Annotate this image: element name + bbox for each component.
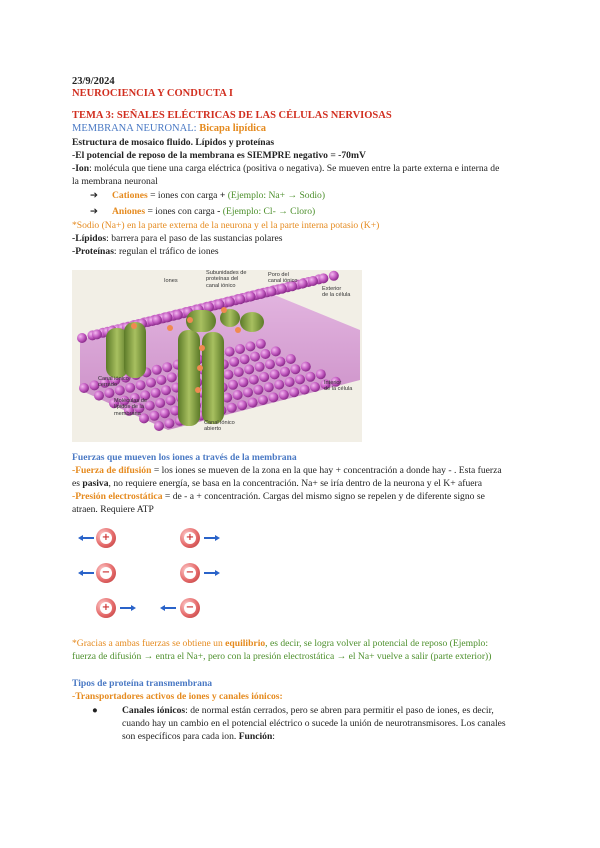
lipid-head [164,418,174,428]
lipid-head [316,369,326,379]
canales-text: : de normal están cerrados, pero se abren para permitir el paso de iones, es decir, [185,705,494,716]
lipid-head [234,367,244,377]
cationes-label: Cationes [112,190,148,201]
cationes-sign: + [219,190,226,201]
transportadores-line: -Transportadores activos de iones y canales iónicos: [72,691,283,702]
lipid-head [270,369,280,379]
list-bullet-icon: ● [92,705,98,716]
lipid-head [305,372,315,382]
fuerzas-heading: Fuerzas que mueven los iones a través de la membrana [72,452,297,463]
tema-title: TEMA 3: SEÑALES ELÉCTRICAS DE LAS CÉLULAS NERVIOSAS [72,110,392,121]
cationes-text: = iones con carga [147,190,220,201]
lipid-head [256,289,266,299]
lipidos-text: : barrera para el paso de las sustancias polares [106,233,283,244]
proteinas-text: : regulan el tráfico de iones [113,246,219,257]
lipid-head [152,365,162,375]
equilibrio-c: , es decir, se logra volver al potencial de reposo (Ejemplo: [265,638,489,649]
cationes-item [90,190,325,202]
lipidos-line [72,233,282,245]
canales-line1 [122,705,494,717]
lipid-head [162,312,172,322]
lipid-head [228,380,238,390]
difusion-pasiva: pasiva [82,478,109,489]
lipid-head [277,284,287,294]
ion-force-diagram [72,528,232,624]
lipid-head [136,380,146,390]
proteinas-lead: -Proteínas [72,246,114,257]
ion-lead: -Ion [72,163,90,174]
membrane-figure [72,270,362,442]
lipid-head [233,390,243,400]
lipid-head [286,354,296,364]
lipid-head [253,385,263,395]
lipid-head [235,344,245,354]
anion-ion: − [180,563,200,583]
equilibrio-a: *Gracias a ambas fuerzas se obtiene un [72,638,226,649]
aniones-text: = iones con carga [145,206,218,217]
lipid-head [300,385,310,395]
lipid-head [161,385,171,395]
lipid-head [167,372,177,382]
estructura-lead: Estructura de mosaico fluido [72,137,191,148]
membrana-label: MEMBRANA NEURONAL: [72,123,200,134]
aniones-item [90,206,315,218]
lipid-head [265,359,275,369]
tipos-heading: Tipos de proteína transmembrana [72,678,213,689]
lipid-head [295,374,305,384]
lipid-head [154,421,164,431]
lipid-head [237,400,247,410]
cation-ion: + [180,528,200,548]
lipid-head [243,387,253,397]
aniones-example: (Ejemplo: Cl- → Cloro) [220,206,316,217]
equilibrio-line1 [72,638,488,650]
canales-funcion: Función [238,731,273,742]
lipid-head [256,339,266,349]
figure-label-interior: Interior de la célula [324,380,353,393]
lipid-head [259,372,269,382]
lipid-head [77,333,87,343]
lipid-head [155,398,165,408]
canales-line3 [122,731,275,743]
difusion-lead: -Fuerza de difusión [72,465,152,476]
arrow-right-icon [120,605,136,611]
lipid-head [255,362,265,372]
proteinas-line [72,246,219,258]
lipid-head [308,276,318,286]
lipid-head [298,279,308,289]
course-title: NEUROCIENCIA Y CONDUCTA I [72,88,233,99]
arrow-right-icon [204,535,220,541]
aniones-label: Aniones [112,206,146,217]
lipid-head [250,352,260,362]
note-sodio: *Sodio (Na+) en la parte externa de la neurona y el la parte interna potasio (K+) [72,220,380,231]
membrana-heading [72,123,266,135]
lipid-head [223,370,233,380]
ion-def-text: : molécula que tiene una carga eléctrica (positiva o negativa). Se mueven entre la parte externa e interna de [89,163,500,174]
lipid-head [79,383,89,393]
lipid-head [227,403,237,413]
lipid-head [289,387,299,397]
presion-line1 [72,491,485,503]
lipid-head [146,378,156,388]
difusion-text-c: , no requiere energía, se basa en la concentración. Na+ se iría dentro de la neurona y el K+ afuera [108,478,482,489]
figure-label-subunidades: Subunidades de proteínas del canal iónico [206,270,247,289]
lipid-head [104,388,114,398]
arrow-right-icon [204,570,220,576]
lipid-head [245,341,255,351]
lipid-head [225,297,235,307]
lipid-head [92,329,102,339]
cationes-example: (Ejemplo: Na+ → Sodio) [225,190,326,201]
bicapa-label: Bicapa lipídica [199,123,266,134]
arrow-left-icon [78,535,94,541]
lipid-head [173,310,183,320]
lipid-head [235,294,245,304]
lipid-head [156,375,166,385]
lipid-head [285,377,295,387]
aniones-sign: - [217,206,221,217]
figure-label-canal-abierto: Canal iónico abierto [204,420,235,433]
cation-ion: + [96,598,116,618]
canales-line2: cuando hay un cambio en el potencial eléctrico o sucede la unión de neurotransmisores. Los canales [122,718,506,729]
lipid-head [240,354,250,364]
lipid-head [279,390,289,400]
lipid-head [162,362,172,372]
figure-label-exterior: Exterior de la célula [322,286,351,299]
difusion-text: = los iones se mueven de la zona en la que hay + concentración a donde hay - . Esta fuerza [151,465,502,476]
lipid-head [238,377,248,387]
difusion-text-a: es [72,478,83,489]
arrow-bullet-icon: ➔ [90,190,99,201]
anion-ion: − [96,563,116,583]
figure-label-iones: Iones [164,278,178,284]
lipid-head [94,391,104,401]
ion-def-line1 [72,163,499,175]
difusion-line1 [72,465,502,477]
lipid-head [280,367,290,377]
cation-ion: + [96,528,116,548]
lipidos-lead: -Lípidos [72,233,107,244]
figure-label-poro: Poro del canal iónico [268,272,298,285]
canales-lead: Canales iónicos [122,705,186,716]
date: 23/9/2024 [72,76,115,87]
potencial-reposo: -El potencial de reposo de la membrana es SIEMPRE negativo = -70mV [72,150,366,161]
presion-lead: -Presión electrostática [72,491,163,502]
lipid-head [229,357,239,367]
equilibrio-line2: fuerza de difusión → entra el Na+, pero con la presión electrostática → el Na+ vuelve a salir (parte exterior)) [72,651,492,662]
lipid-head [244,364,254,374]
lipid-head [301,362,311,372]
equilibrio-b: equilibrio [225,638,266,649]
arrow-left-icon [78,570,94,576]
lipid-head [248,398,258,408]
estructura-line [72,137,274,149]
lipid-head [318,273,328,283]
ion-def-line2: la membrana neuronal [72,176,158,187]
lipid-head [225,347,235,357]
lipid-head [249,375,259,385]
arrow-bullet-icon: ➔ [90,206,99,217]
lipid-head [258,395,268,405]
presion-text: = de - a + concentración. Cargas del mismo signo se repelen y de diferente signo se [162,491,485,502]
lipid-head [151,388,161,398]
lipid-head [290,364,300,374]
lipid-head [264,382,274,392]
figure-label-moleculas: Moléculas de lípidos de la membrana [114,398,147,417]
lipid-head [266,286,276,296]
lipid-head [166,395,176,405]
figure-label-canal-cerrado: Canal iónico cerrado [98,376,129,389]
difusion-line2 [72,478,482,490]
arrow-left-icon [160,605,176,611]
estructura-rest: . Lípidos y proteínas [190,137,275,148]
lipid-head [274,380,284,390]
presion-line2: atraen. Requiere ATP [72,504,154,515]
lipid-head [246,292,256,302]
lipid-head [275,357,285,367]
lipid-head [149,411,159,421]
lipid-head [310,382,320,392]
canales-text-a: son específicos para cada ion. [122,731,239,742]
lipid-head [152,315,162,325]
lipid-head [329,271,339,281]
lipid-head [260,349,270,359]
lipid-head [271,346,281,356]
lipid-head [160,408,170,418]
anion-ion: − [180,598,200,618]
lipid-head [268,392,278,402]
canales-text-c: : [272,731,275,742]
